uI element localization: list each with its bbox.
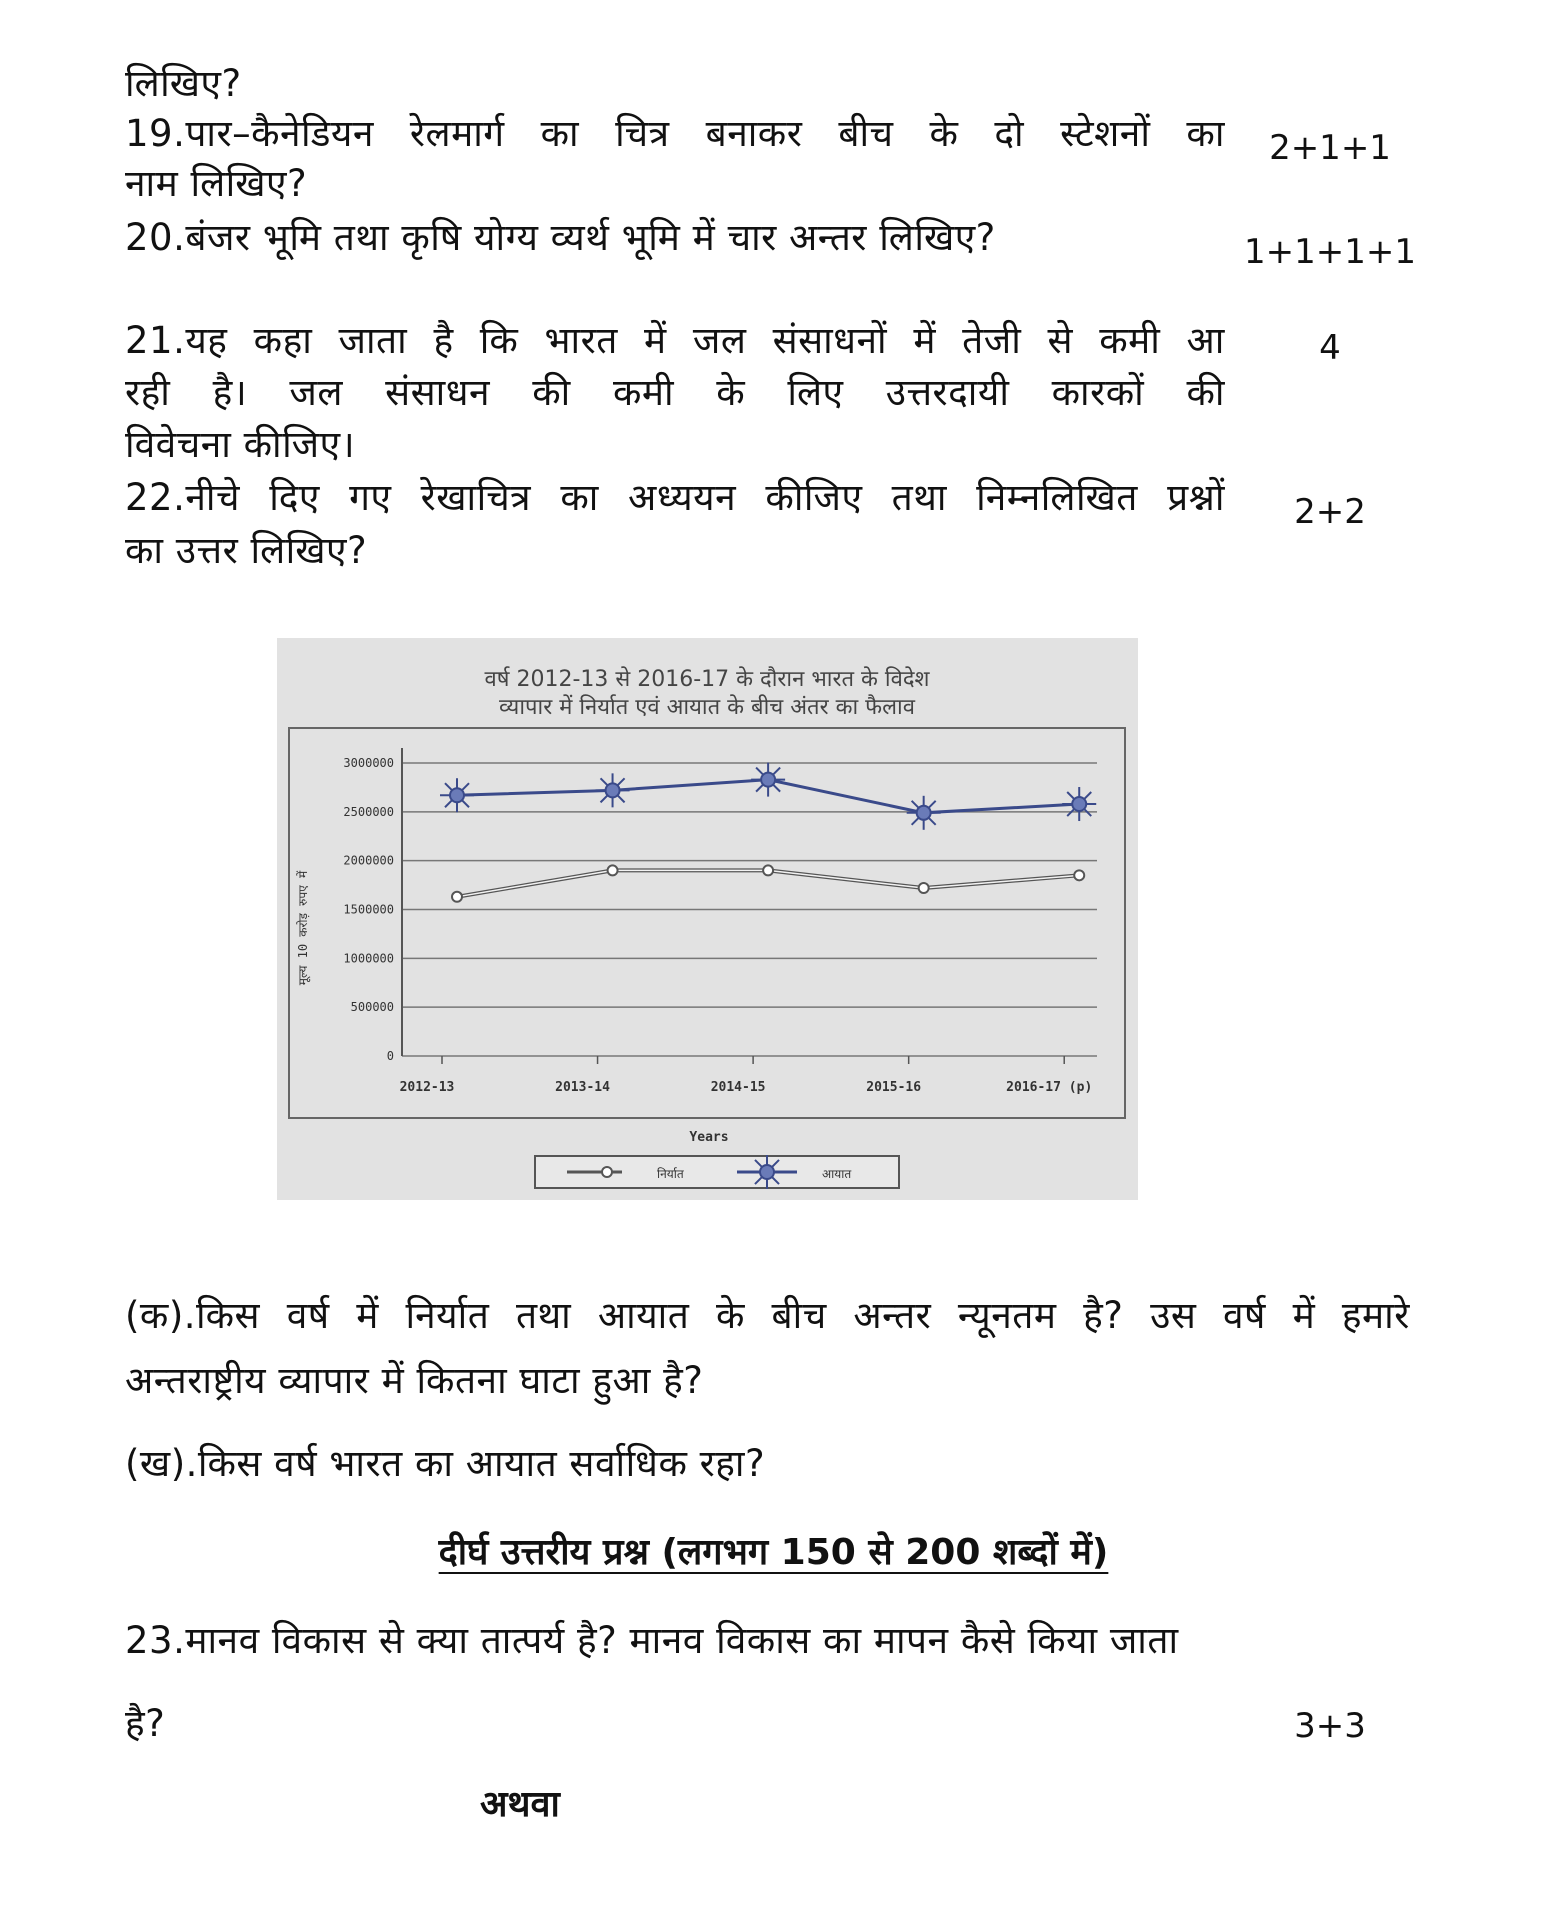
word: जल [692,319,747,362]
word: की [532,371,571,414]
legend-import-marker [750,1155,784,1189]
question-22-line-2: का उत्तर लिखिए? [125,529,368,572]
word: निम्नलिखित [976,476,1138,519]
word: हमारे [1341,1294,1410,1337]
word: 22.नीचे [125,476,240,519]
word: है? [1083,1294,1124,1337]
word: संसाधनों [772,319,888,362]
star-marker [1062,787,1096,821]
x-tick-label: 2016-17 (p) [1006,1080,1093,1095]
x-tick-label: 2015-16 [866,1080,922,1095]
word: रेलमार्ग [409,112,505,155]
word: लिए [787,371,844,414]
word: तेजी [962,319,1022,362]
word: उत्तरदायी [885,371,1010,414]
data-point [452,892,462,902]
line-chart [277,638,1138,1200]
x-tick-label: 2013-14 [555,1080,610,1095]
word: कमी [612,371,675,414]
legend-export-marker [602,1167,612,1177]
word: उस [1150,1294,1197,1337]
word: आयात [597,1294,690,1337]
question-ka-line-2: अन्तराष्ट्रीय व्यापार में कितना घाटा हुआ है? [125,1359,704,1402]
y-tick-label: 500000 [350,1000,394,1015]
marks-21: 4 [1319,328,1341,368]
word: जल [289,371,343,414]
word: 21.यह [125,319,228,362]
y-axis-ticks [343,756,394,1063]
y-tick-label: 2000000 [343,853,394,868]
word: की [1186,371,1225,414]
x-axis-label: Years [689,1130,729,1145]
word: रेखाचित्र [420,476,532,519]
question-19-line-1 [125,108,1225,160]
word: तथा [515,1294,572,1337]
line-continuation: लिखिए? [125,62,242,105]
chart-series [440,763,1096,902]
word: कमी [1099,319,1161,362]
chart-image [277,638,1138,1200]
word: रही [125,371,171,414]
word: कारकों [1051,371,1145,414]
word: गए [349,476,392,519]
star-marker [750,1155,784,1189]
y-tick-label: 2500000 [343,804,394,819]
word: निर्यात [405,1294,490,1337]
chart-legend [535,1155,899,1189]
word: का [560,476,599,519]
word: वर्ष [1222,1294,1266,1337]
chart-title: वर्ष 2012-13 से 2016-17 के दौरान भारत के विदेश [484,667,930,692]
word: तथा [891,476,947,519]
marks-23: 3+3 [1294,1706,1366,1746]
word: दिए [269,476,320,519]
legend-import-label: आयात [822,1167,852,1181]
question-22-line-1 [125,472,1225,524]
marks-22: 2+2 [1294,492,1366,532]
word: न्यूनतम [957,1294,1057,1337]
question-21-line-2 [125,367,1225,419]
section-heading: दीर्घ उत्तरीय प्रश्न (लगभग 150 से 200 शब्दों में) [438,1532,1109,1573]
word: चित्र [615,112,670,155]
legend-export-label: निर्यात [657,1167,684,1181]
star-marker [907,796,941,830]
word: भारत [544,319,618,362]
question-20: 20.बंजर भूमि तथा कृषि योग्य व्यर्थ भूमि में चार अन्तर लिखिए? [125,216,996,259]
data-point [1074,870,1084,880]
y-tick-label: 1000000 [343,951,394,966]
star-marker [751,763,785,797]
y-axis-label: मूल्य 10 करोड़ रुपए में [296,870,310,986]
word: स्टेशनों [1060,112,1151,155]
word: में [356,1294,379,1337]
word: का [540,112,580,155]
question-19-line-2: नाम लिखिए? [125,162,308,205]
word: अध्ययन [628,476,737,519]
word: बीच [771,1294,827,1337]
question-kha: (ख).किस वर्ष भारत का आयात सर्वाधिक रहा? [125,1442,766,1485]
word: में [913,319,936,362]
word: कि [479,319,519,362]
question-ka-line-1 [125,1290,1410,1342]
x-axis-ticks [400,1056,1093,1095]
word: है। [212,371,248,414]
chart-title-line-2: व्यापार में निर्यात एवं आयात के बीच अंतर का फैलाव [499,695,915,720]
word: (क).किस [125,1294,261,1337]
word: बीच [838,112,894,155]
word: आ [1186,319,1225,362]
question-21-line-1 [125,315,1225,367]
word: जाता [338,319,408,362]
word: का [1186,112,1225,155]
word: वर्ष [286,1294,330,1337]
word: है [433,319,454,362]
question-21-line-3: विवेचना कीजिए। [125,423,356,466]
word: कहा [253,319,313,362]
question-23-line-2: है? [125,1702,166,1745]
y-tick-label: 3000000 [343,756,394,770]
x-tick-label: 2012-13 [399,1080,455,1095]
star-marker [440,778,474,812]
y-tick-label: 1500000 [343,902,394,917]
x-tick-label: 2014-15 [710,1080,766,1095]
athva-label: अथवा [480,1784,560,1825]
word: कीजिए [765,476,863,519]
data-point [919,883,929,893]
word: अन्तर [853,1294,932,1337]
star-marker [596,773,630,807]
word: के [929,112,959,155]
question-23-line-1: 23.मानव विकास से क्या तात्पर्य है? मानव विकास का मापन कैसे किया जाता [125,1619,1179,1662]
word: के [715,1294,745,1337]
word: से [1047,319,1074,362]
data-point [763,865,773,875]
word: प्रश्नों [1167,476,1225,519]
word: के [716,371,746,414]
word: संसाधन [385,371,491,414]
word: बनाकर [705,112,803,155]
y-tick-label: 0 [386,1049,394,1063]
plot-frame [289,728,1125,1118]
data-point [608,865,618,875]
marks-20: 1+1+1+1 [1244,232,1416,272]
word: में [644,319,667,362]
word: दो [994,112,1025,155]
word: 19.पार–कैनेडियन [125,112,374,155]
word: में [1292,1294,1316,1337]
marks-19: 2+1+1 [1269,128,1391,168]
